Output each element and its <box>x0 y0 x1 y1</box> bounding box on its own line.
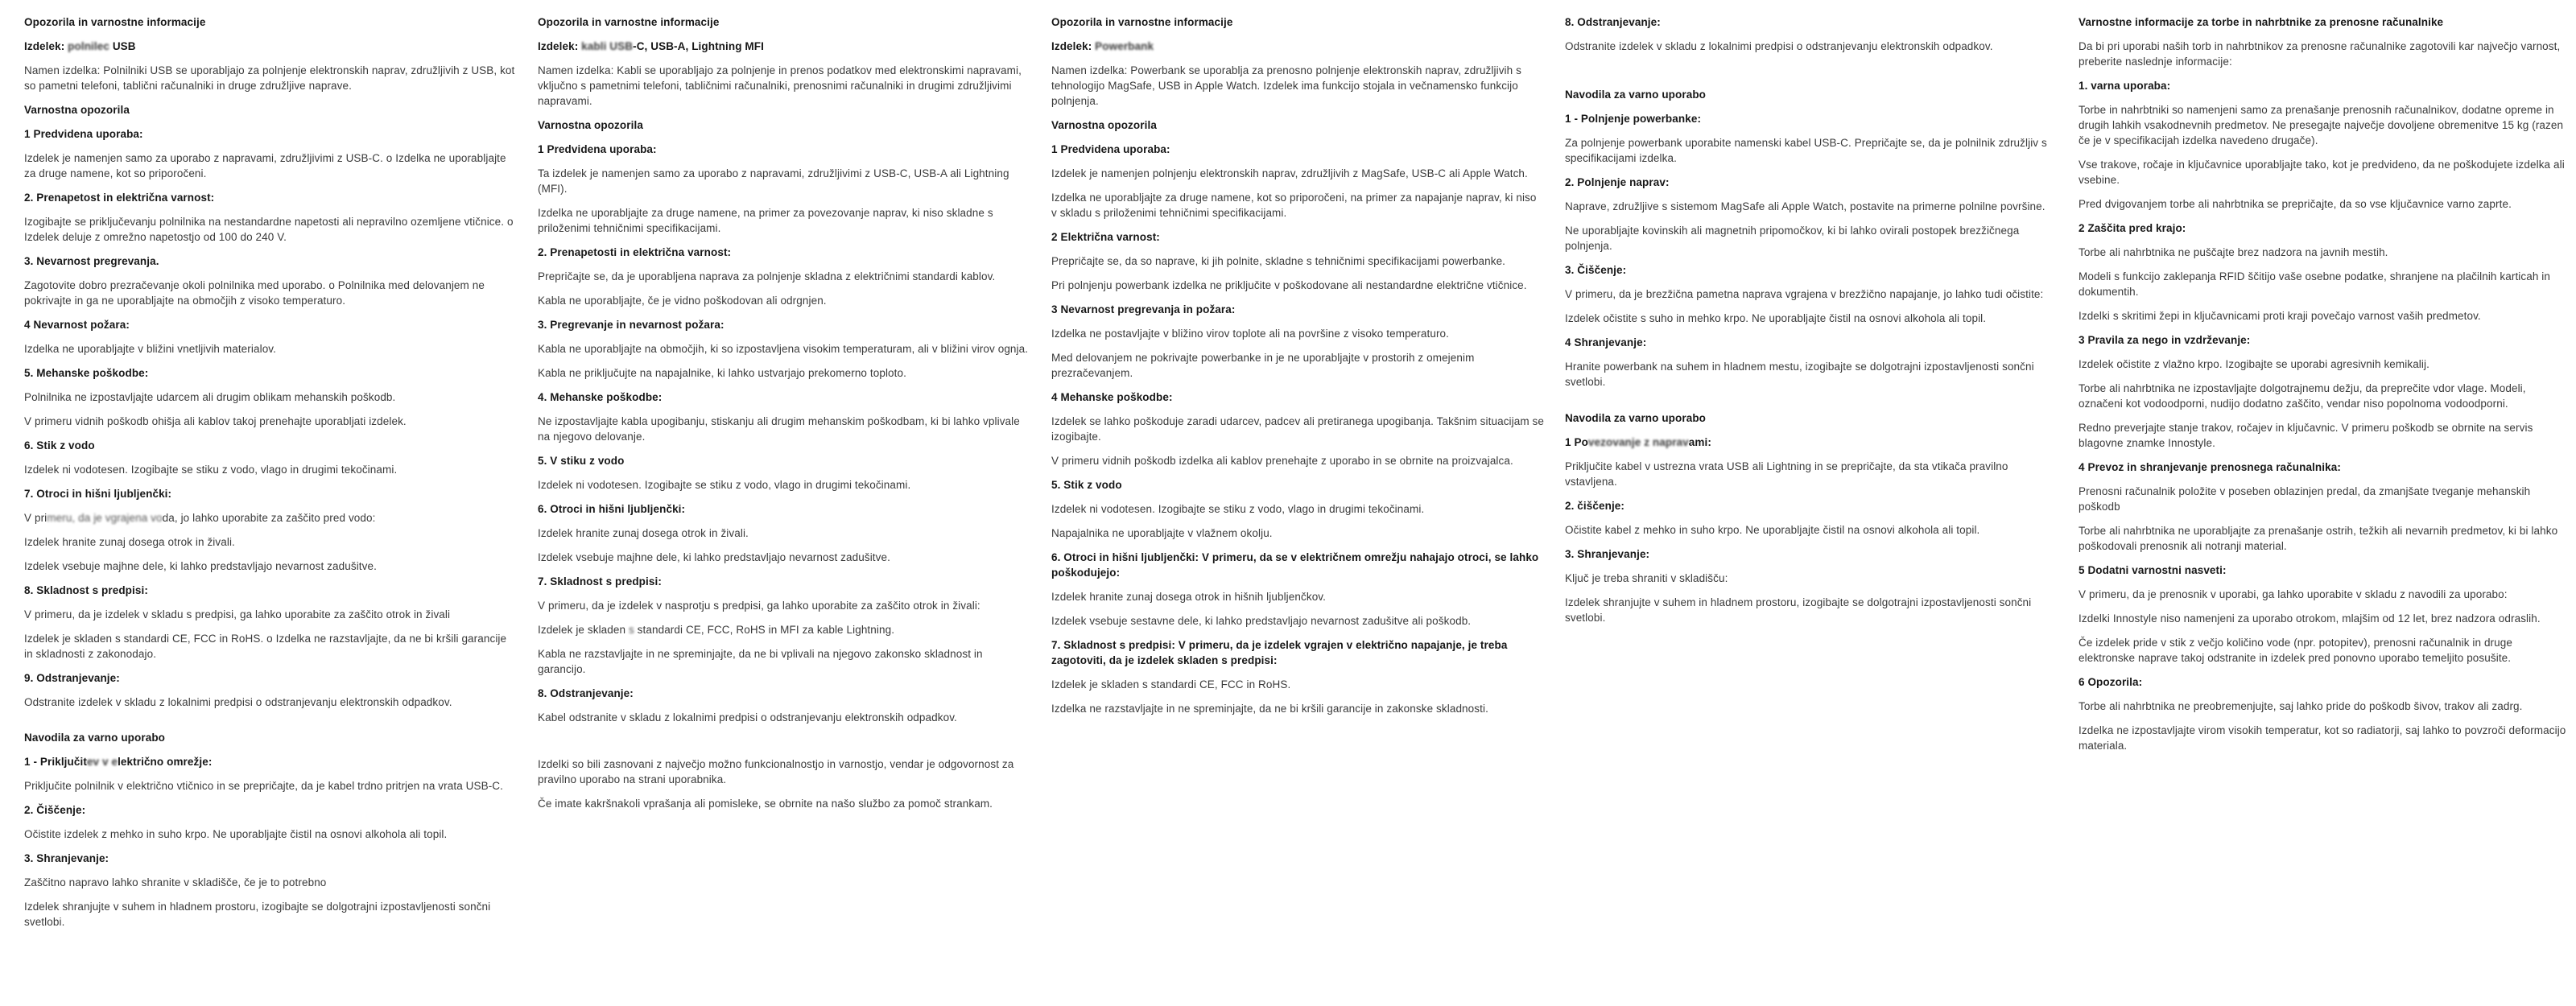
paragraph: Med delovanjem ne pokrivajte powerbanke in je ne uporabljajte v prostorih z omejenim prezračevanjem. <box>1051 352 1475 379</box>
paragraph: Izdelek se lahko poškoduje zaradi udarcev, padcev ali pretiranega upogibanja. Takšnim situacijam se izogibajte. <box>1051 415 1545 443</box>
heading: 6. Stik z vodo <box>24 439 95 451</box>
heading <box>1051 39 1544 54</box>
column-usb-charger <box>24 14 517 938</box>
heading: 2. čiščenje: <box>1565 500 1624 512</box>
paragraph: Izdelki so bili zasnovani z največjo možno funkcionalnostjo in varnostjo, vendar je odgovornost za pravilno uporabo na strani uporabnika. <box>538 758 1014 785</box>
paragraph: V primeru vidnih poškodb ohišja ali kablov takoj prenehajte uporabljati izdelek. <box>24 415 407 427</box>
paragraph: Za polnjenje powerbank uporabite namenski kabel USB-C. Prepričajte se, da je polnilnik združljiv s specifikacijami izdelka. <box>1565 137 2047 164</box>
text: Izdelek: <box>538 40 582 52</box>
paragraph: Izdelek hranite zunaj dosega otrok in živali. <box>538 527 749 539</box>
paragraph: Izdelek vsebuje majhne dele, ki lahko predstavljajo nevarnost zadušitve. <box>538 551 890 563</box>
text: standardi CE, FCC, RoHS in MFI za kable Lightning. <box>637 624 895 636</box>
spacer <box>538 734 1030 757</box>
heading <box>1565 435 2058 450</box>
paragraph: Prenosni računalnik položite v poseben oblazinjen predal, da zmanjšate tveganje mehanskih poškodb <box>2079 485 2531 513</box>
paragraph <box>538 622 1030 637</box>
heading: 1 Predvidena uporaba: <box>538 143 657 155</box>
heading: 5. Stik z vodo <box>1051 479 1122 491</box>
paragraph: Napajalnika ne uporabljajte v vlažnem okolju. <box>1051 527 1273 539</box>
heading: 3. Pregrevanje in nevarnost požara: <box>538 319 724 331</box>
paragraph: V primeru vidnih poškodb izdelka ali kablov prenehajte z uporabo in se obrnite na proizvajalca. <box>1051 455 1513 467</box>
paragraph: Namen izdelka: Powerbank se uporablja za prenosno polnjenje elektronskih naprav, združljivih s tehnologijo MagSafe, USB in Apple Watch. Izdelek ima funkcijo stojala in večnamensko funkcijo polnjenja. <box>1051 64 1521 107</box>
paragraph: Naprave, združljive s sistemom MagSafe ali Apple Watch, postavite na primerne polnilne površine. <box>1565 200 2046 212</box>
paragraph: Zaščitno napravo lahko shranite v skladišče, če je to potrebno <box>24 876 327 888</box>
heading: Navodila za varno uporabo <box>1565 89 1707 101</box>
text: lektrično omrežje: <box>118 756 213 768</box>
paragraph: Redno preverjajte stanje trakov, ročajev in ključavnic. V primeru poškodb se obrnite na servis blagovne znamke Innostyle. <box>2079 422 2533 449</box>
smudged-text: kabli USB <box>581 40 634 52</box>
paragraph: Izdelek vsebuje majhne dele, ki lahko predstavljajo nevarnost zadušitve. <box>24 560 377 572</box>
text: Izdelek je skladen <box>538 624 629 636</box>
paragraph: Priključite kabel v ustrezna vrata USB ali Lightning in se prepričajte, da sta vtikača pravilno vstavljena. <box>1565 460 2008 488</box>
paragraph: Vse trakove, ročaje in ključavnice uporabljajte tako, kot je predvideno, da ne poškodujete izdelka ali vsebine. <box>2079 159 2565 186</box>
text: ami: <box>1688 436 1711 448</box>
smudged-text: Powerbank <box>1095 40 1154 52</box>
heading: 2. Prenapetosti in električna varnost: <box>538 246 732 258</box>
paragraph: Kabla ne priključujte na napajalnike, ki lahko ustvarjajo prekomerno toploto. <box>538 367 906 379</box>
heading: 8. Odstranjevanje: <box>538 687 634 699</box>
paragraph: Izdelka ne postavljajte v bližino virov toplote ali na površine z visoko temperaturo. <box>1051 328 1449 340</box>
heading: 3. Čiščenje: <box>1565 264 1627 276</box>
heading <box>24 39 517 54</box>
paragraph: Modeli s funkcijo zaklepanja RFID ščitijo vaše osebne podatke, shranjene na plačilnih karticah in dokumentih. <box>2079 270 2551 298</box>
smudged-text: s <box>628 624 638 636</box>
paragraph: Očistite izdelek z mehko in suho krpo. Ne uporabljajte čistil na osnovi alkohola ali topil. <box>24 828 448 840</box>
heading: Varnostna opozorila <box>24 104 130 116</box>
heading: 8. Skladnost s predpisi: <box>24 584 148 596</box>
heading <box>24 754 517 769</box>
paragraph: Prepričajte se, da je uporabljena naprava za polnjenje skladna z električnimi standardi kablov. <box>538 270 996 282</box>
heading: Varnostna opozorila <box>538 119 643 131</box>
paragraph: Prepričajte se, da so naprave, ki jih polnite, skladne s tehničnimi specifikacijami powerbanke. <box>1051 255 1506 267</box>
paragraph: Izdelka ne uporabljajte v bližini vnetljivih materialov. <box>24 343 277 355</box>
text: USB <box>109 40 136 52</box>
heading: 5. Mehanske poškodbe: <box>24 367 149 379</box>
paragraph: Izdelki s skritimi žepi in ključavnicami proti kraji povečajo varnost vaših predmetov. <box>2079 310 2481 322</box>
text: -C, USB-A, Lightning MFI <box>633 40 764 52</box>
paragraph: Polnilnika ne izpostavljajte udarcem ali drugim oblikam mehanskih poškodb. <box>24 391 396 403</box>
heading: 3. Shranjevanje: <box>1565 548 1650 560</box>
smudged-text: meru, da je vgrajena vo <box>47 512 163 524</box>
heading: 5. V stiku z vodo <box>538 455 625 467</box>
paragraph: Izdelek je skladen s standardi CE, FCC in RoHS. <box>1051 678 1291 691</box>
heading: Varnostna opozorila <box>1051 119 1157 131</box>
column-powerbank <box>1051 14 1544 938</box>
paragraph: Izdelek hranite zunaj dosega otrok in živali. <box>24 536 235 548</box>
paragraph: Če imate kakršnakoli vprašanja ali pomisleke, se obrnite na našo službo za pomoč strankam. <box>538 798 993 810</box>
heading: 7. Skladnost s predpisi: V primeru, da je izdelek vgrajen v električno napajanje, je treba zagotoviti, da je izdelek skladen s predpisi: <box>1051 639 1508 666</box>
paragraph: Izdelek shranjujte v suhem in hladnem prostoru, izogibajte se dolgotrajni izpostavljenosti sončni svetlobi. <box>1565 596 2032 624</box>
heading: 1. varna uporaba: <box>2079 80 2171 92</box>
paragraph: Če izdelek pride v stik z večjo količino vode (npr. potopitev), prenosni računalnik in druge elektronske naprave takoj odstranite in izdelek pred ponovno uporabo temeljito posušite. <box>2079 637 2512 664</box>
text: da, jo lahko uporabite za zaščito pred vodo: <box>162 512 376 524</box>
paragraph: Izdelek vsebuje sestavne dele, ki lahko predstavljajo nevarnost zadušitve ali poškodb. <box>1051 615 1472 627</box>
column-powerbank-navodila <box>1565 14 2058 938</box>
text: 1 Po <box>1565 436 1588 448</box>
heading: Navodila za varno uporabo <box>1565 412 1707 424</box>
text: Izdelek: <box>24 40 68 52</box>
paragraph: Torbe ali nahrbtnika ne uporabljajte za prenašanje ostrih, težkih ali nevarnih predmetov, ki bi lahko poškodovali prenosnik ali notranji material. <box>2079 525 2558 552</box>
paragraph: Izdelki Innostyle niso namenjeni za uporabo otrokom, mlajšim od 12 let, brez nadzora odraslih. <box>2079 612 2541 625</box>
paragraph: Izdelek očistite z vlažno krpo. Izogibajte se uporabi agresivnih kemikalij. <box>2079 358 2429 370</box>
heading: Opozorila in varnostne informacije <box>1051 16 1233 28</box>
spacer <box>1565 63 2058 87</box>
heading: 4. Mehanske poškodbe: <box>538 391 663 403</box>
paragraph: Pri polnjenju powerbank izdelka ne priključite v poškodovane ali nestandardne električne vtičnice. <box>1051 279 1527 291</box>
paragraph: Kabla ne uporabljajte na območjih, ki so izpostavljena visokim temperaturam, ali v bližini virov ognja. <box>538 343 1029 355</box>
paragraph: Izdelek je skladen s standardi CE, FCC in RoHS. o Izdelka ne razstavljajte, da ne bi kršili garancije in skladnosti z zakonodajo. <box>24 633 507 660</box>
text: Izdelek: <box>1051 40 1096 52</box>
heading: 6. Otroci in hišni ljubljenčki: <box>538 503 686 515</box>
heading: Navodila za varno uporabo <box>24 732 166 744</box>
heading: 4 Shranjevanje: <box>1565 336 1647 348</box>
spacer <box>24 719 517 730</box>
text: 1 - Priključit <box>24 756 87 768</box>
paragraph: V primeru, da je izdelek v skladu s predpisi, ga lahko uporabite za zaščito otrok in živali <box>24 608 451 621</box>
smudged-text: vezovanje z naprav <box>1587 436 1689 448</box>
paragraph: Torbe in nahrbtniki so namenjeni samo za prenašanje prenosnih računalnikov, dodatne opreme in drugih lahkih vsakodnevnih predmetov. Ne presegajte največje dovoljene obremenitve 15 kg (razen če je v specifikacijah izdelka navedeno drugače). <box>2079 104 2564 146</box>
paragraph: Zagotovite dobro prezračevanje okoli polnilnika med uporabo. o Polnilnika med delovanjem ne pokrivajte in ga ne uporabljajte na območjih z visoko temperaturo. <box>24 279 485 307</box>
heading <box>538 39 1030 54</box>
paragraph: Namen izdelka: Polnilniki USB se uporabljajo za polnjenje elektronskih naprav, združljivih z USB, kot so pametni telefoni, tablični računalniki in druge združljive naprave. <box>24 64 515 92</box>
heading: 2 Električna varnost: <box>1051 231 1160 243</box>
safety-document <box>24 14 2571 938</box>
heading: 2. Prenapetost in električna varnost: <box>24 192 215 204</box>
paragraph: Izdelek očistite s suho in mehko krpo. Ne uporabljajte čistil na osnovi alkohola ali topil. <box>1565 312 1987 324</box>
paragraph <box>24 510 517 526</box>
paragraph: Izdelek hranite zunaj dosega otrok in hišnih ljubljenčkov. <box>1051 591 1326 603</box>
heading: 1 Predvidena uporaba: <box>24 128 143 140</box>
paragraph: Ključ je treba shraniti v skladišču: <box>1565 572 1728 584</box>
heading: 4 Mehanske poškodbe: <box>1051 391 1173 403</box>
paragraph: Hranite powerbank na suhem in hladnem mestu, izogibajte se dolgotrajni izpostavljenosti sončni svetlobi. <box>1565 361 2034 388</box>
heading: Opozorila in varnostne informacije <box>538 16 720 28</box>
paragraph: Odstranite izdelek v skladu z lokalnimi predpisi o odstranjevanju elektronskih odpadkov. <box>24 696 452 708</box>
paragraph: Ne izpostavljajte kabla upogibanju, stiskanju ali drugim mehanskim poškodbam, ki bi lahko vplivale na njegovo delovanje. <box>538 415 1020 443</box>
paragraph: Ne uporabljajte kovinskih ali magnetnih pripomočkov, ki bi lahko ovirali postopek brezžičnega polnjenja. <box>1565 225 2020 252</box>
heading: 4 Nevarnost požara: <box>24 319 130 331</box>
heading: 8. Odstranjevanje: <box>1565 16 1661 28</box>
heading: 1 - Polnjenje powerbanke: <box>1565 113 1702 125</box>
paragraph: Očistite kabel z mehko in suho krpo. Ne uporabljajte čistil na osnovi alkohola ali topil. <box>1565 524 1980 536</box>
column-kabli <box>538 14 1030 938</box>
paragraph: Izdelka ne uporabljajte za druge namene, na primer za povezovanje naprav, ki niso skladne s priloženimi tehničnimi specifikacijami. <box>538 207 993 234</box>
paragraph: Izdelek je namenjen samo za uporabo z napravami, združljivimi z USB-C. o Izdelka ne uporabljajte za druge namene, kot so priporočeni. <box>24 152 506 179</box>
paragraph: Namen izdelka: Kabli se uporabljajo za polnjenje in prenos podatkov med elektronskimi napravami, vključno s pametnimi telefoni, tabličnimi računalniki, prenosnimi računalniki in drugimi združljivimi napravami. <box>538 64 1022 107</box>
heading: 3 Pravila za nego in vzdrževanje: <box>2079 334 2251 346</box>
heading: 6 Opozorila: <box>2079 676 2143 688</box>
paragraph: Kabla ne uporabljajte, če je vidno poškodovan ali odrgnjen. <box>538 295 827 307</box>
paragraph: Pred dvigovanjem torbe ali nahrbtnika se prepričajte, da so vse ključavnice varno zaprte. <box>2079 198 2512 210</box>
paragraph: Priključite polnilnik v električno vtičnico in se prepričajte, da je kabel trdno pritrjen na vrata USB-C. <box>24 780 504 792</box>
heading: 3. Nevarnost pregrevanja. <box>24 255 159 267</box>
heading: 2. Čiščenje: <box>24 804 86 816</box>
paragraph: Izdelka ne razstavljajte in ne spreminjajte, da ne bi kršili garancije in zakonske skladnosti. <box>1051 703 1488 715</box>
smudged-text: polnilec <box>68 40 109 52</box>
heading: 7. Otroci in hišni ljubljenčki: <box>24 488 172 500</box>
paragraph: V primeru, da je brezžična pametna naprava vgrajena v brezžično napajanje, jo lahko tudi očistite: <box>1565 288 2044 300</box>
paragraph: V primeru, da je prenosnik v uporabi, ga lahko uporabite v skladu z navodili za uporabo: <box>2079 588 2508 600</box>
paragraph: Da bi pri uporabi naših torb in nahrbtnikov za prenosne računalnike zagotovili kar največjo varnost, preberite naslednje informacije: <box>2079 40 2561 68</box>
paragraph: Torbe ali nahrbtnika ne izpostavljajte dolgotrajnemu dežju, da preprečite vdor vlage. Modeli, označeni kot vodoodporni, nudijo dodatno zaščito, vendar niso popolnoma vodoodporni. <box>2079 382 2526 410</box>
paragraph: Kabel odstranite v skladu z lokalnimi predpisi o odstranjevanju elektronskih odpadkov. <box>538 711 957 724</box>
heading: 3. Shranjevanje: <box>24 852 109 864</box>
heading: 9. Odstranjevanje: <box>24 672 120 684</box>
heading: 6. Otroci in hišni ljubljenčki: V primeru, da se v električnem omrežju nahajajo otroci, se lahko poškodujejo: <box>1051 551 1539 579</box>
paragraph: Izdelka ne izpostavljajte virom visokih temperatur, kot so radiatorji, saj lahko to povzroči deformacijo materiala. <box>2079 724 2566 752</box>
heading: 4 Prevoz in shranjevanje prenosnega računalnika: <box>2079 461 2341 473</box>
paragraph: Odstranite izdelek v skladu z lokalnimi predpisi o odstranjevanju elektronskih odpadkov. <box>1565 40 1993 52</box>
paragraph: Izdelka ne uporabljajte za druge namene, kot so priporočeni, na primer za napajanje naprav, ki niso v skladu s priloženimi tehničnimi specifikacijami. <box>1051 192 1537 219</box>
paragraph: Izdelek ni vodotesen. Izogibajte se stiku z vodo, vlago in drugimi tekočinami. <box>538 479 911 491</box>
paragraph: Kabla ne razstavljajte in ne spreminjajte, da ne bi vplivali na njegovo zakonsko skladnost in garancijo. <box>538 648 983 675</box>
paragraph: Torbe ali nahrbtnika ne puščajte brez nadzora na javnih mestih. <box>2079 246 2388 258</box>
spacer <box>1565 398 2058 410</box>
paragraph: V primeru, da je izdelek v nasprotju s predpisi, ga lahko uporabite za zaščito otrok in živali: <box>538 600 980 612</box>
paragraph: Izdelek ni vodotesen. Izogibajte se stiku z vodo, vlago in drugimi tekočinami. <box>24 464 398 476</box>
column-torbe-nahrbtniki <box>2079 14 2571 938</box>
heading: 2. Polnjenje naprav: <box>1565 176 1670 188</box>
paragraph: Izogibajte se priključevanju polnilnika na nestandardne napetosti ali nepravilno ozemljene vtičnice. o Izdelek deluje z omrežno napetostjo od 100 do 240 V. <box>24 216 514 243</box>
heading: Opozorila in varnostne informacije <box>24 16 206 28</box>
heading: 5 Dodatni varnostni nasveti: <box>2079 564 2227 576</box>
heading: 3 Nevarnost pregrevanja in požara: <box>1051 303 1236 315</box>
paragraph: Izdelek ni vodotesen. Izogibajte se stiku z vodo, vlago in drugimi tekočinami. <box>1051 503 1425 515</box>
heading: Varnostne informacije za torbe in nahrbtnike za prenosne računalnike <box>2079 16 2444 28</box>
paragraph: Ta izdelek je namenjen samo za uporabo z napravami, združljivimi z USB-C, USB-A ali Lightning (MFI). <box>538 167 1009 195</box>
paragraph: Izdelek je namenjen polnjenju elektronskih naprav, združljivih z MagSafe, USB-C ali Apple Watch. <box>1051 167 1528 179</box>
heading: 2 Zaščita pred krajo: <box>2079 222 2186 234</box>
heading: 1 Predvidena uporaba: <box>1051 143 1170 155</box>
paragraph: Izdelek shranjujte v suhem in hladnem prostoru, izogibajte se dolgotrajni izpostavljenosti sončni svetlobi. <box>24 901 491 928</box>
smudged-text: ev v e <box>86 756 118 768</box>
text: V pri <box>24 512 47 524</box>
paragraph: Torbe ali nahrbtnika ne preobremenjujte, saj lahko pride do poškodb šivov, trakov ali zadrg. <box>2079 700 2523 712</box>
heading: 7. Skladnost s predpisi: <box>538 575 662 588</box>
